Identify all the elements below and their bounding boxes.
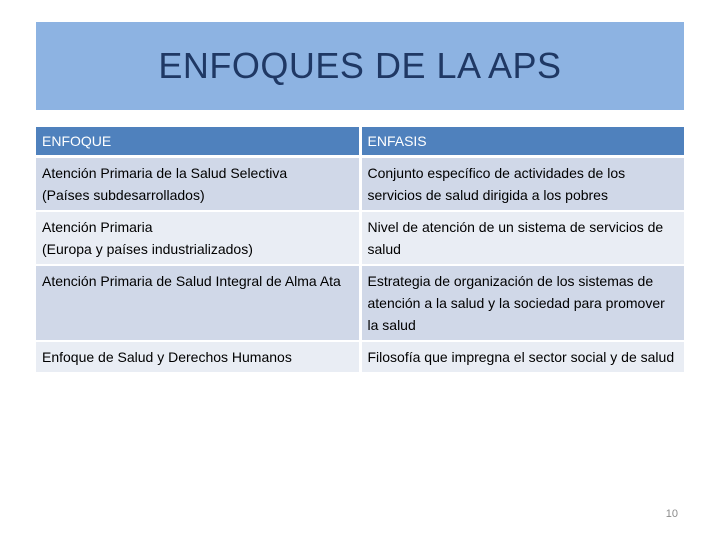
enfasis-cell: Estrategia de organización de los sistemas de atención a la salud y la sociedad para promover la salud: [362, 266, 685, 342]
table-row: [36, 158, 684, 212]
enfoque-cell: [36, 266, 362, 342]
page-number: 10: [665, 508, 678, 520]
table-row: [36, 266, 684, 342]
header-enfoque: ENFOQUE: [36, 127, 362, 158]
enfoque-cell: [36, 342, 362, 374]
enfoque-cell: [36, 158, 362, 212]
header-enfasis: ENFASIS: [362, 127, 685, 158]
enfasis-cell: Conjunto específico de actividades de los servicios de salud dirigida a los pobres: [362, 158, 685, 212]
enfoque-name: Atención Primaria de Salud Integral de Alma Ata: [42, 273, 341, 289]
table-row: [36, 342, 684, 374]
enfasis-cell: Nivel de atención de un sistema de servicios de salud: [362, 212, 685, 266]
title-banner: [36, 22, 684, 110]
table-row: [36, 212, 684, 266]
slide-title: ENFOQUES DE LA APS: [158, 45, 562, 86]
enfoque-name: Enfoque de Salud y Derechos Humanos: [42, 349, 292, 365]
enfoques-table: [36, 127, 684, 374]
enfoque-context: (Europa y países industrializados): [42, 241, 253, 257]
table-header-row: [36, 127, 684, 158]
enfoque-name: Atención Primaria: [42, 219, 153, 235]
enfoque-context: (Países subdesarrollados): [42, 187, 205, 203]
enfoque-name: Atención Primaria de la Salud Selectiva: [42, 165, 288, 181]
enfasis-cell: Filosofía que impregna el sector social y de salud: [362, 342, 685, 374]
enfoque-cell: [36, 212, 362, 266]
